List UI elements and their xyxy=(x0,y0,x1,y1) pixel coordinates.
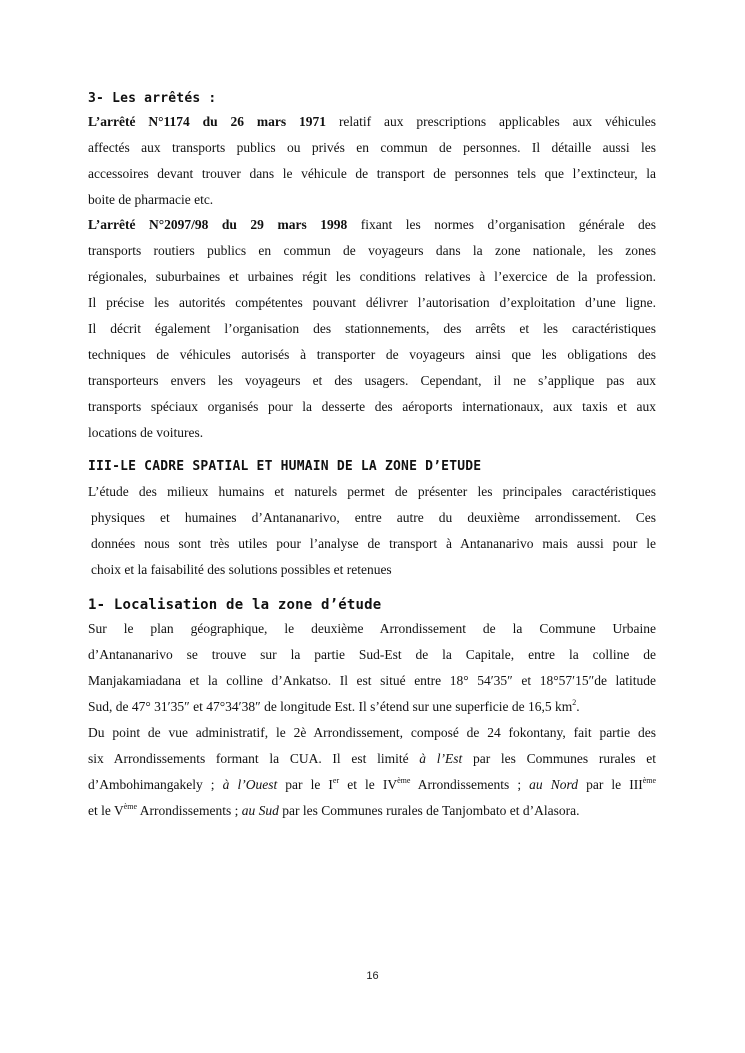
heading-section-iii: III-LE CADRE SPATIAL ET HUMAIN DE LA ZONE D’ETUDE xyxy=(88,459,482,474)
paragraph-administratif: Du point de vue administratif, le 2è Arrondissement, composé de 24 fokontany, fait partie des six Arrondissements formant la CUA. Il est limité à l’Est par les Communes rurales et d’Ambohimangakely ; à l’Ouest par le Ier et le IVème Arrondissements ; au Nord par le IIIème et le Vème Arrondissements ; au Sud par les Communes rurales de Tanjombato et d’Alasora. xyxy=(88,725,657,818)
paragraph-arrete-2097: L’arrêté N°2097/98 du 29 mars 1998 fixant les normes d’organisation générale des transports routiers publics en commun de voyageurs dans la zone nationale, les zones régionales, suburbaines et urbaines régit les conditions relatives à l’exercice de la profession. Il précise les autorités compétentes pouvant délivrer l’autorisation d’exploitation d’une ligne. Il décrit également l’organisation des stationnements, des arrêts et les caractéristiques techniques de véhicules autorisés à transporter de voyageurs ainsi que les obligations des transporteurs envers les voyageurs et des usagers. Cependant, il ne s’applique pas aux transports spéciaux organisés pour la desserte des aéroports internationaux, aux taxis et aux locations de voitures. xyxy=(88,217,656,440)
paragraph-intro: L’étude des milieux humains et naturels permet de présenter les principales caractéristiques physiques et humaines d’Antananarivo, entre autre du deuxième arrondissement. Ces données nous sont très utiles pour l’analyse de transport à Antananarivo mais aussi pour le choix et la faisabilité des solutions possibles et retenues xyxy=(88,484,656,577)
paragraph-geographie: Sur le plan géographique, le deuxième Arrondissement de la Commune Urbaine d’Antananarivo se trouve sur la partie Sud-Est de la Capitale, entre la colline de Manjakamiadana et la colline d’Ankatso. Il est situé entre 18° 54′35″ et 18°57′15″de latitude Sud, de 47° 31′35″ et 47°34′38″ de longitude Est. Il s’étend sur une superficie de 16,5 $km^2$. xyxy=(88,621,656,714)
arrete-2097-ref: L’arrêté N°2097/98 du 29 mars 1998 xyxy=(88,217,348,232)
paragraph-arrete-1174: L’arrêté N°1174 du 26 mars 1971 relatif aux prescriptions applicables aux véhicules affectés aux transports publics ou privés en commun de personnes. Il détaille aussi les accessoires devant trouver dans le véhicule de transport de personnes tels que l’extincteur, la boite de pharmacie etc. xyxy=(88,114,656,207)
page-number: 16 xyxy=(366,970,379,982)
arrete-1174-ref: L’arrêté N°1174 du 26 mars 1971 xyxy=(88,114,327,129)
heading-localisation: 1- Localisation de la zone d’étude xyxy=(88,597,382,613)
heading-arretes: 3- Les arrêtés : xyxy=(88,91,217,106)
